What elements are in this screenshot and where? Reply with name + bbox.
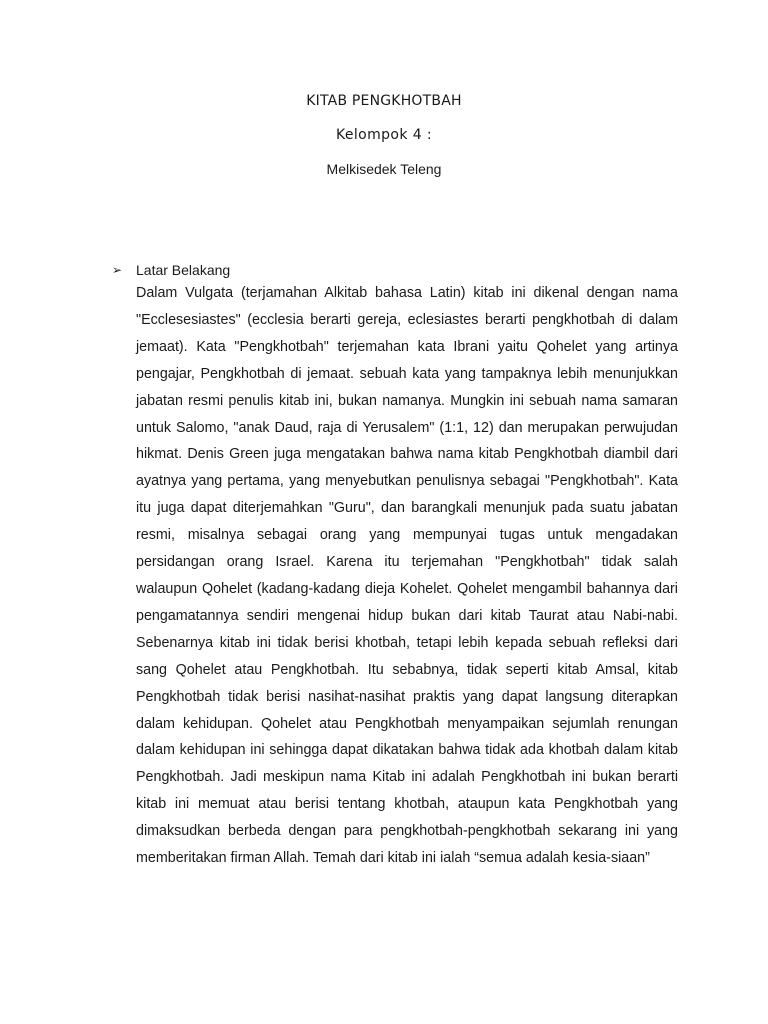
author-name: Melkisedek Teleng bbox=[326, 161, 442, 177]
group-label: Kelompok 4 : bbox=[335, 127, 433, 143]
section-latar-belakang bbox=[110, 261, 680, 872]
section-paragraph: Dalam Vulgata (terjamahan Alkitab bahasa Latin) kitab ini dikenal dengan nama "Ecclesesiastes" (ecclesia berarti gereja, eclesiastes berarti pengkhotbah di dalam jemaat). Kata "Pengkhotbah" terjemahan kata Ibrani yaitu Qohelet yang artinya pengajar, Pengkhotbah di jemaat. sebuah kata yang tampaknya lebih menunjukkan jabatan resmi penulis kitab ini, bukan namanya. Mungkin ini sebuah nama samaran untuk Salomo, "anak Daud, raja di Yerusalem" (1:1, 12) dan merupakan perwujudan hikmat. Denis Green juga mengatakan bahwa nama kitab Pengkhotbah diambil dari ayatnya yang pertama, yang menyebutkan penulisnya sebagai "Pengkhotbah". Kata itu juga dapat diterjemahkan "Guru", dan barangkali menunjuk pada suatu jabatan resmi, misalnya sebagai orang yang mempunyai tugas untuk mengadakan persidangan orang Israel. Karena itu terjemahan "Pengkhotbah" tidak salah walaupun Qohelet (kadang-kadang dieja Kohelet. Qohelet mengambil bahannya dari pengamatannya sendiri mengenai hidup bukan dari kitab Taurat atau Nabi-nabi. Sebenarnya kitab ini tidak berisi khotbah, tetapi lebih kepada sebuah refleksi dari sang Qohelet atau Pengkhotbah. Itu sebabnya, tidak seperti kitab Amsal, kitab Pengkhotbah tidak berisi nasihat-nasihat praktis yang dapat langsung diterapkan dalam kehidupan. Qohelet atau Pengkhotbah menyampaikan sejumlah renungan dalam kehidupan ini sehingga dapat dikatakan bahwa tidak ada khotbah dalam kitab Pengkhotbah. Jadi meskipun nama Kitab ini adalah Pengkhotbah ini bukan berarti kitab ini memuat atau berisi tentang khotbah, ataupun kata Pengkhotbah yang dimaksudkan berbeda dengan para pengkhotbah-pengkhotbah sekarang ini yang memberitakan firman Allah. Temah dari kitab ini ialah “semua adalah kesia-siaan” bbox=[136, 285, 678, 867]
arrow-bullet-icon: ➢ bbox=[112, 263, 123, 277]
section-heading bbox=[110, 261, 680, 279]
document-title: KITAB PENGKHOTBAH bbox=[306, 93, 462, 109]
section-heading-text: Latar Belakang bbox=[136, 262, 231, 278]
